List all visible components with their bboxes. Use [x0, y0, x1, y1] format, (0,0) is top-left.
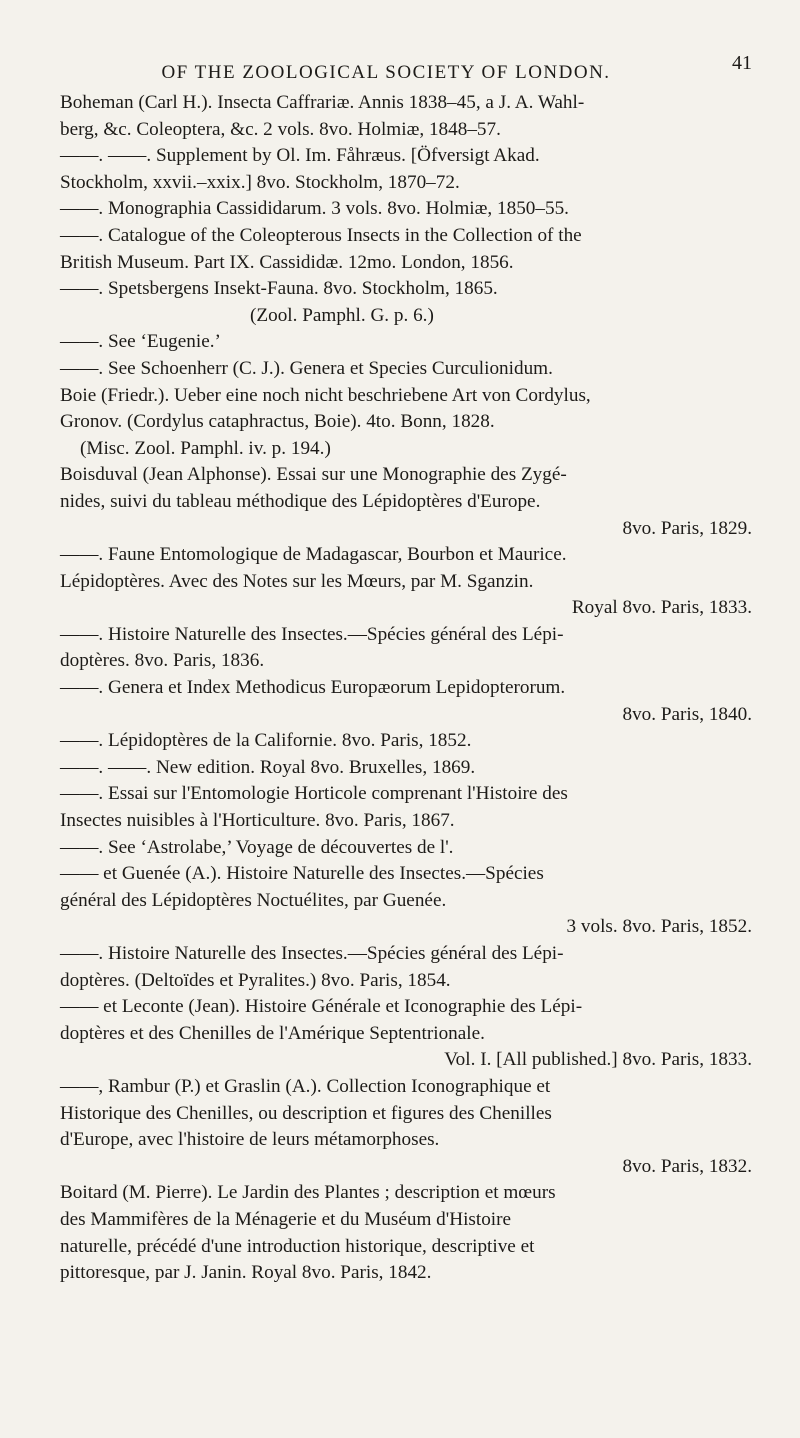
entry-line: pittoresque, par J. Janin. Royal 8vo. Paris, 1842.	[60, 1262, 432, 1284]
entry-line: ——. ——. New edition. Royal 8vo. Bruxelles, 1869.	[60, 756, 476, 778]
entry-line: 8vo. Paris, 1829.	[622, 517, 752, 539]
entry-line: ——. Genera et Index Methodicus Europæorum Lepidopterorum.	[60, 677, 566, 699]
bibliography-list	[60, 90, 752, 1287]
entry-line: des Mammifères de la Ménagerie et du Muséum d'Histoire	[60, 1208, 512, 1230]
page-header	[60, 50, 752, 90]
entry-line: ——. See Schoenherr (C. J.). Genera et Species Curculionidum.	[60, 357, 553, 379]
bibliography-entry	[60, 835, 752, 862]
bibliography-entry	[60, 1180, 752, 1286]
entry-line: ——. See ‘Eugenie.’	[60, 331, 221, 353]
entry-line: Boie (Friedr.). Ueber eine noch nicht beschriebene Art von Cordylus,	[60, 384, 591, 406]
entry-line: nides, suivi du tableau méthodique des Lépidoptères d'Europe.	[60, 490, 541, 512]
entry-line: ——. Spetsbergens Insekt-Fauna. 8vo. Stockholm, 1865.	[60, 278, 498, 300]
page-number: 41	[732, 52, 752, 74]
entry-line: berg, &c. Coleoptera, &c. 2 vols. 8vo. Holmiæ, 1848–57.	[60, 118, 501, 140]
entry-line: général des Lépidoptères Noctuélites, par Guenée.	[60, 889, 447, 911]
bibliography-entry	[60, 781, 752, 834]
bibliography-entry	[60, 90, 752, 143]
entry-line: ——. Histoire Naturelle des Insectes.—Spécies général des Lépi-	[60, 943, 564, 964]
entry-line: —— et Guenée (A.). Histoire Naturelle des Insectes.—Spécies	[60, 863, 544, 885]
bibliography-entry	[60, 356, 752, 383]
entry-line: ——. Histoire Naturelle des Insectes.—Spécies général des Lépi-	[60, 623, 564, 645]
bibliography-entry	[60, 941, 752, 994]
bibliography-entry	[60, 329, 752, 356]
entry-line: doptères et des Chenilles de l'Amérique Septentrionale.	[60, 1022, 485, 1044]
bibliography-entry	[60, 196, 752, 223]
bibliography-entry	[60, 728, 752, 755]
bibliography-entry	[60, 276, 752, 329]
entry-line: ——. See ‘Astrolabe,’ Voyage de découvertes de l'.	[60, 836, 454, 858]
entry-line: Boitard (M. Pierre). Le Jardin des Plantes ; description et mœurs	[60, 1182, 556, 1204]
entry-line: d'Europe, avec l'histoire de leurs métamorphoses.	[60, 1129, 440, 1151]
running-head: OF THE ZOOLOGICAL SOCIETY OF LONDON.	[161, 62, 611, 83]
entry-line: ——. Faune Entomologique de Madagascar, Bourbon et Maurice.	[60, 544, 567, 566]
entry-line: Historique des Chenilles, ou description et figures des Chenilles	[60, 1102, 552, 1124]
entry-line: Boheman (Carl H.). Insecta Caffrariæ. Annis 1838–45, a J. A. Wahl-	[60, 92, 585, 113]
entry-line: Royal 8vo. Paris, 1833.	[571, 597, 752, 619]
entry-line: ——. Lépidoptères de la Californie. 8vo. Paris, 1852.	[60, 730, 472, 752]
bibliography-entry	[60, 755, 752, 782]
entry-line: Insectes nuisibles à l'Horticulture. 8vo. Paris, 1867.	[60, 810, 455, 832]
entry-line: ——, Rambur (P.) et Graslin (A.). Collection Iconographique et	[60, 1075, 551, 1097]
bibliography-entry	[60, 861, 752, 941]
entry-line: Stockholm, xxvii.–xxix.] 8vo. Stockholm, 1870–72.	[60, 171, 460, 193]
entry-line: Boisduval (Jean Alphonse). Essai sur une Monographie des Zygé-	[60, 464, 567, 486]
entry-line: (Misc. Zool. Pamphl. iv. p. 194.)	[80, 437, 331, 459]
bibliography-entry	[60, 223, 752, 276]
entry-line: (Zool. Pamphl. G. p. 6.)	[250, 304, 434, 326]
entry-line: 8vo. Paris, 1832.	[622, 1155, 752, 1177]
entry-line: Vol. I. [All published.] 8vo. Paris, 1833.	[444, 1049, 752, 1071]
entry-line: ——. Essai sur l'Entomologie Horticole comprenant l'Histoire des	[60, 783, 568, 805]
entry-line: doptères. 8vo. Paris, 1836.	[60, 650, 265, 672]
entry-line: 3 vols. 8vo. Paris, 1852.	[566, 916, 752, 938]
bibliography-entry	[60, 994, 752, 1074]
entry-line: —— et Leconte (Jean). Histoire Générale et Iconographie des Lépi-	[60, 996, 583, 1018]
entry-line: ——. ——. Supplement by Ol. Im. Fåhræus. [Öfversigt Akad.	[60, 145, 540, 167]
bibliography-entry	[60, 143, 752, 196]
bibliography-entry	[60, 462, 752, 542]
entry-line: 8vo. Paris, 1840.	[622, 703, 752, 725]
bibliography-entry	[60, 675, 752, 728]
entry-line: Gronov. (Cordylus cataphractus, Boie). 4to. Bonn, 1828.	[60, 411, 495, 433]
bibliography-entry	[60, 1074, 752, 1180]
entry-line: British Museum. Part IX. Cassididæ. 12mo. London, 1856.	[60, 251, 514, 273]
entry-line: ——. Catalogue of the Coleopterous Insects in the Collection of the	[60, 224, 582, 246]
bibliography-entry	[60, 542, 752, 622]
entry-line: ——. Monographia Cassididarum. 3 vols. 8vo. Holmiæ, 1850–55.	[60, 198, 569, 220]
entry-line: naturelle, précédé d'une introduction historique, descriptive et	[60, 1235, 535, 1257]
entry-line: doptères. (Deltoïdes et Pyralites.) 8vo. Paris, 1854.	[60, 969, 451, 991]
bibliography-entry	[60, 622, 752, 675]
bibliography-entry	[60, 383, 752, 463]
entry-line: Lépidoptères. Avec des Notes sur les Mœurs, par M. Sganzin.	[60, 570, 534, 592]
